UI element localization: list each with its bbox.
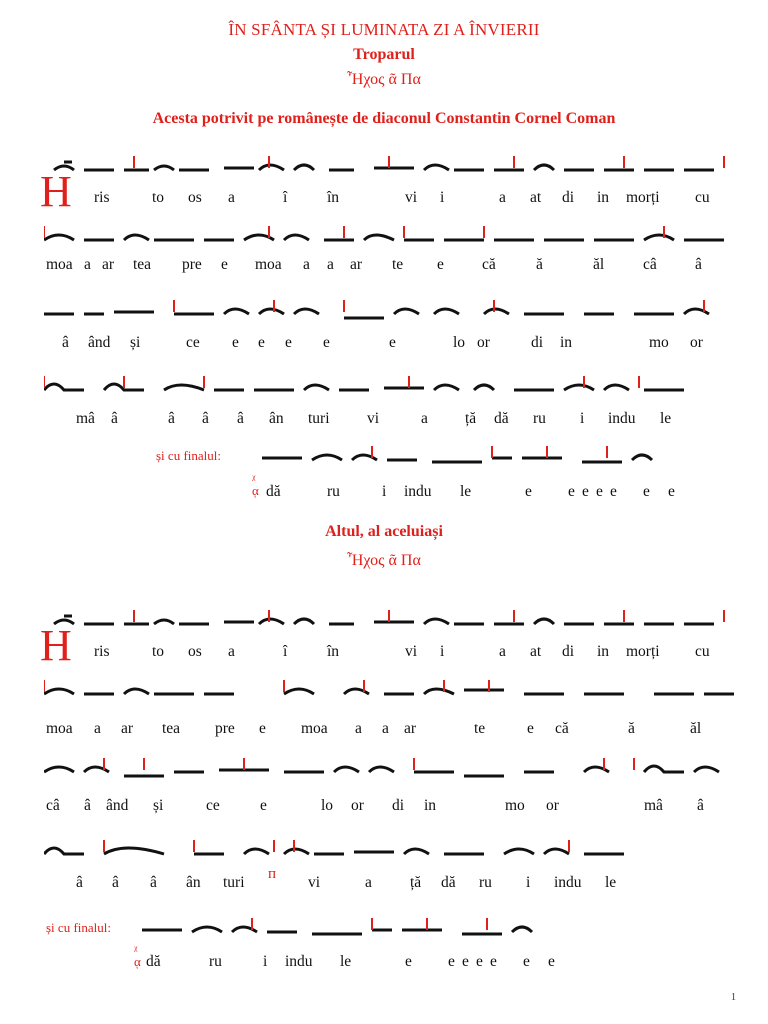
syllable: le: [460, 483, 472, 500]
syllable: pre: [215, 720, 235, 737]
syllable: indu: [285, 953, 313, 970]
syllable: câ: [46, 797, 60, 814]
syllable: a: [327, 256, 334, 273]
syllable: te: [392, 256, 404, 273]
syllable: â: [150, 874, 157, 891]
syllable: at: [530, 643, 542, 660]
syllable: vi: [367, 410, 380, 427]
syllable: e: [259, 720, 266, 737]
syllable: or: [351, 797, 364, 814]
syllable: vi: [405, 643, 418, 660]
syllable: că: [482, 256, 496, 273]
syllable: â: [237, 410, 244, 427]
neume-staff-8: [44, 834, 644, 864]
syllable: morți: [626, 189, 660, 206]
syllable: a: [228, 643, 235, 660]
syllable: ând: [106, 797, 129, 814]
syllable: ă: [536, 256, 543, 273]
syllable: â: [84, 797, 91, 814]
neume-staff-4: [44, 370, 734, 400]
syllable: a: [228, 189, 235, 206]
initial-letter: H: [40, 167, 72, 216]
syllable: turi: [223, 874, 245, 891]
neume-staff-7: [44, 752, 734, 782]
section-title: Altul, al aceluiași: [325, 523, 443, 540]
syllable: in: [597, 643, 610, 660]
syllable: â: [111, 410, 118, 427]
lyric-line: [0, 720, 768, 740]
syllable: a: [499, 643, 506, 660]
syllable: a: [421, 410, 428, 427]
syllable: ță: [410, 874, 422, 891]
syllable: mo: [649, 334, 669, 351]
syllable: i: [440, 643, 445, 660]
syllable: moa: [46, 256, 73, 273]
syllable: moa: [255, 256, 282, 273]
syllable: ar: [404, 720, 417, 737]
syllable: câ: [643, 256, 657, 273]
martyria-icon: ᵡ ᾳ: [252, 471, 259, 498]
fthora-icon: ᴨ: [268, 866, 277, 882]
neume-row: [44, 294, 734, 324]
syllable: ris: [94, 643, 110, 660]
neume-staff-1: [44, 150, 734, 180]
syllable: e: [525, 483, 532, 500]
syllable: lo: [453, 334, 466, 351]
syllable: că: [555, 720, 569, 737]
syllable: te: [474, 720, 486, 737]
syllable: dă: [441, 874, 456, 891]
syllable: mâ: [644, 797, 663, 814]
martyria-icon: ᵡ ᾳ: [134, 942, 141, 969]
syllable: vi: [308, 874, 321, 891]
syllable: e: [285, 334, 292, 351]
syllable: le: [605, 874, 617, 891]
syllable: in: [560, 334, 573, 351]
syllable: e: [260, 797, 267, 814]
syllable: ar: [350, 256, 363, 273]
syllable: in: [597, 189, 610, 206]
syllable: to: [152, 643, 165, 660]
syllable: cu: [695, 189, 710, 206]
syllable: di: [562, 189, 575, 206]
syllable: a: [365, 874, 372, 891]
syllable: e: [582, 483, 589, 500]
syllable: a: [355, 720, 362, 737]
syllable: e: [523, 953, 530, 970]
syllable: or: [546, 797, 559, 814]
syllable: morți: [626, 643, 660, 660]
syllable: indu: [554, 874, 582, 891]
syllable: ris: [94, 189, 110, 206]
syllable: ru: [209, 953, 222, 970]
syllable: ân: [186, 874, 201, 891]
syllable: vi: [405, 189, 418, 206]
syllable: în: [327, 643, 340, 660]
lyric-line: [0, 643, 768, 663]
page-title: ÎN SFÂNTA ȘI LUMINATA ZI A ÎNVIERII: [228, 20, 540, 39]
neume-row: [142, 912, 572, 942]
syllable: e: [668, 483, 675, 500]
syllable: e: [462, 953, 469, 970]
page-number: 1: [731, 992, 736, 1003]
syllable: i: [440, 189, 445, 206]
syllable: â: [695, 256, 702, 273]
syllable: di: [531, 334, 544, 351]
syllable: dă: [266, 483, 281, 500]
syllable: a: [94, 720, 101, 737]
neume-row: [44, 834, 644, 864]
syllable: e: [389, 334, 396, 351]
neume-staff-final-2: [142, 912, 572, 942]
neume-staff-5: [44, 604, 734, 634]
syllable: turi: [308, 410, 330, 427]
syllable: ar: [121, 720, 134, 737]
neume-row: [44, 370, 734, 400]
lyric-line: [0, 256, 768, 276]
syllable: indu: [404, 483, 432, 500]
syllable: ăl: [690, 720, 702, 737]
syllable: e: [568, 483, 575, 500]
syllable: ă: [628, 720, 635, 737]
neume-staff-final-1: [262, 440, 692, 470]
syllable: mâ: [76, 410, 95, 427]
attribution: Acesta potrivit pe românește de diaconul Constantin Cornel Coman: [152, 110, 616, 127]
syllable: în: [327, 189, 340, 206]
syllable: di: [562, 643, 575, 660]
lyric-line: [0, 953, 768, 973]
neume-row: [44, 604, 734, 634]
subtitle: Troparul: [353, 46, 415, 63]
neume-row: [44, 150, 734, 180]
echos-label: Ἦχος ᾶ Πα: [347, 71, 421, 88]
syllable: ță: [465, 410, 477, 427]
syllable: ând: [88, 334, 111, 351]
syllable: ru: [479, 874, 492, 891]
syllable: â: [202, 410, 209, 427]
syllable: î: [283, 189, 288, 206]
syllable: indu: [608, 410, 636, 427]
lyric-line: [0, 874, 768, 894]
final-label: și cu finalul:: [156, 448, 221, 463]
syllable: moa: [301, 720, 328, 737]
syllable: le: [340, 953, 352, 970]
syllable: e: [323, 334, 330, 351]
syllable: or: [477, 334, 490, 351]
lyric-line: [0, 483, 768, 503]
neume-row: [44, 672, 734, 702]
syllable: e: [548, 953, 555, 970]
syllable: tea: [133, 256, 152, 273]
lyric-line: [0, 410, 768, 430]
initial-letter: H: [40, 621, 72, 670]
syllable: at: [530, 189, 542, 206]
syllable: a: [499, 189, 506, 206]
syllable: e: [405, 953, 412, 970]
lyric-line: [0, 189, 768, 209]
syllable: os: [188, 189, 202, 206]
syllable: â: [112, 874, 119, 891]
syllable: e: [527, 720, 534, 737]
syllable: â: [697, 797, 704, 814]
syllable: ân: [269, 410, 284, 427]
syllable: i: [580, 410, 585, 427]
syllable: și: [130, 334, 141, 351]
syllable: i: [526, 874, 531, 891]
syllable: or: [690, 334, 703, 351]
syllable: ăl: [593, 256, 605, 273]
syllable: â: [168, 410, 175, 427]
final-label: și cu finalul:: [46, 920, 111, 935]
syllable: a: [382, 720, 389, 737]
neume-staff-2: [44, 218, 734, 248]
syllable: dă: [146, 953, 161, 970]
syllable: le: [660, 410, 672, 427]
syllable: a: [303, 256, 310, 273]
neume-row: [44, 752, 734, 782]
syllable: e: [596, 483, 603, 500]
syllable: os: [188, 643, 202, 660]
syllable: e: [232, 334, 239, 351]
syllable: e: [258, 334, 265, 351]
neume-row: [262, 440, 692, 470]
lyric-line: [0, 334, 768, 354]
syllable: i: [263, 953, 268, 970]
syllable: to: [152, 189, 165, 206]
syllable: î: [283, 643, 288, 660]
syllable: in: [424, 797, 437, 814]
syllable: pre: [182, 256, 202, 273]
syllable: e: [643, 483, 650, 500]
syllable: â: [62, 334, 69, 351]
syllable: e: [476, 953, 483, 970]
syllable: e: [221, 256, 228, 273]
syllable: e: [437, 256, 444, 273]
syllable: cu: [695, 643, 710, 660]
syllable: moa: [46, 720, 73, 737]
syllable: ce: [206, 797, 220, 814]
syllable: ce: [186, 334, 200, 351]
syllable: tea: [162, 720, 181, 737]
syllable: e: [448, 953, 455, 970]
neume-staff-6: [44, 672, 734, 702]
syllable: ru: [533, 410, 546, 427]
neume-staff-3: [44, 294, 734, 324]
syllable: a: [84, 256, 91, 273]
neume-row: [44, 218, 734, 248]
syllable: lo: [321, 797, 334, 814]
syllable: e: [610, 483, 617, 500]
syllable: și: [153, 797, 164, 814]
syllable: dă: [494, 410, 509, 427]
echos-label: Ἦχος ᾶ Πα: [347, 552, 421, 569]
lyric-line: [0, 797, 768, 817]
syllable: mo: [505, 797, 525, 814]
syllable: ru: [327, 483, 340, 500]
syllable: ar: [102, 256, 115, 273]
syllable: â: [76, 874, 83, 891]
syllable: e: [490, 953, 497, 970]
syllable: di: [392, 797, 405, 814]
syllable: i: [382, 483, 387, 500]
